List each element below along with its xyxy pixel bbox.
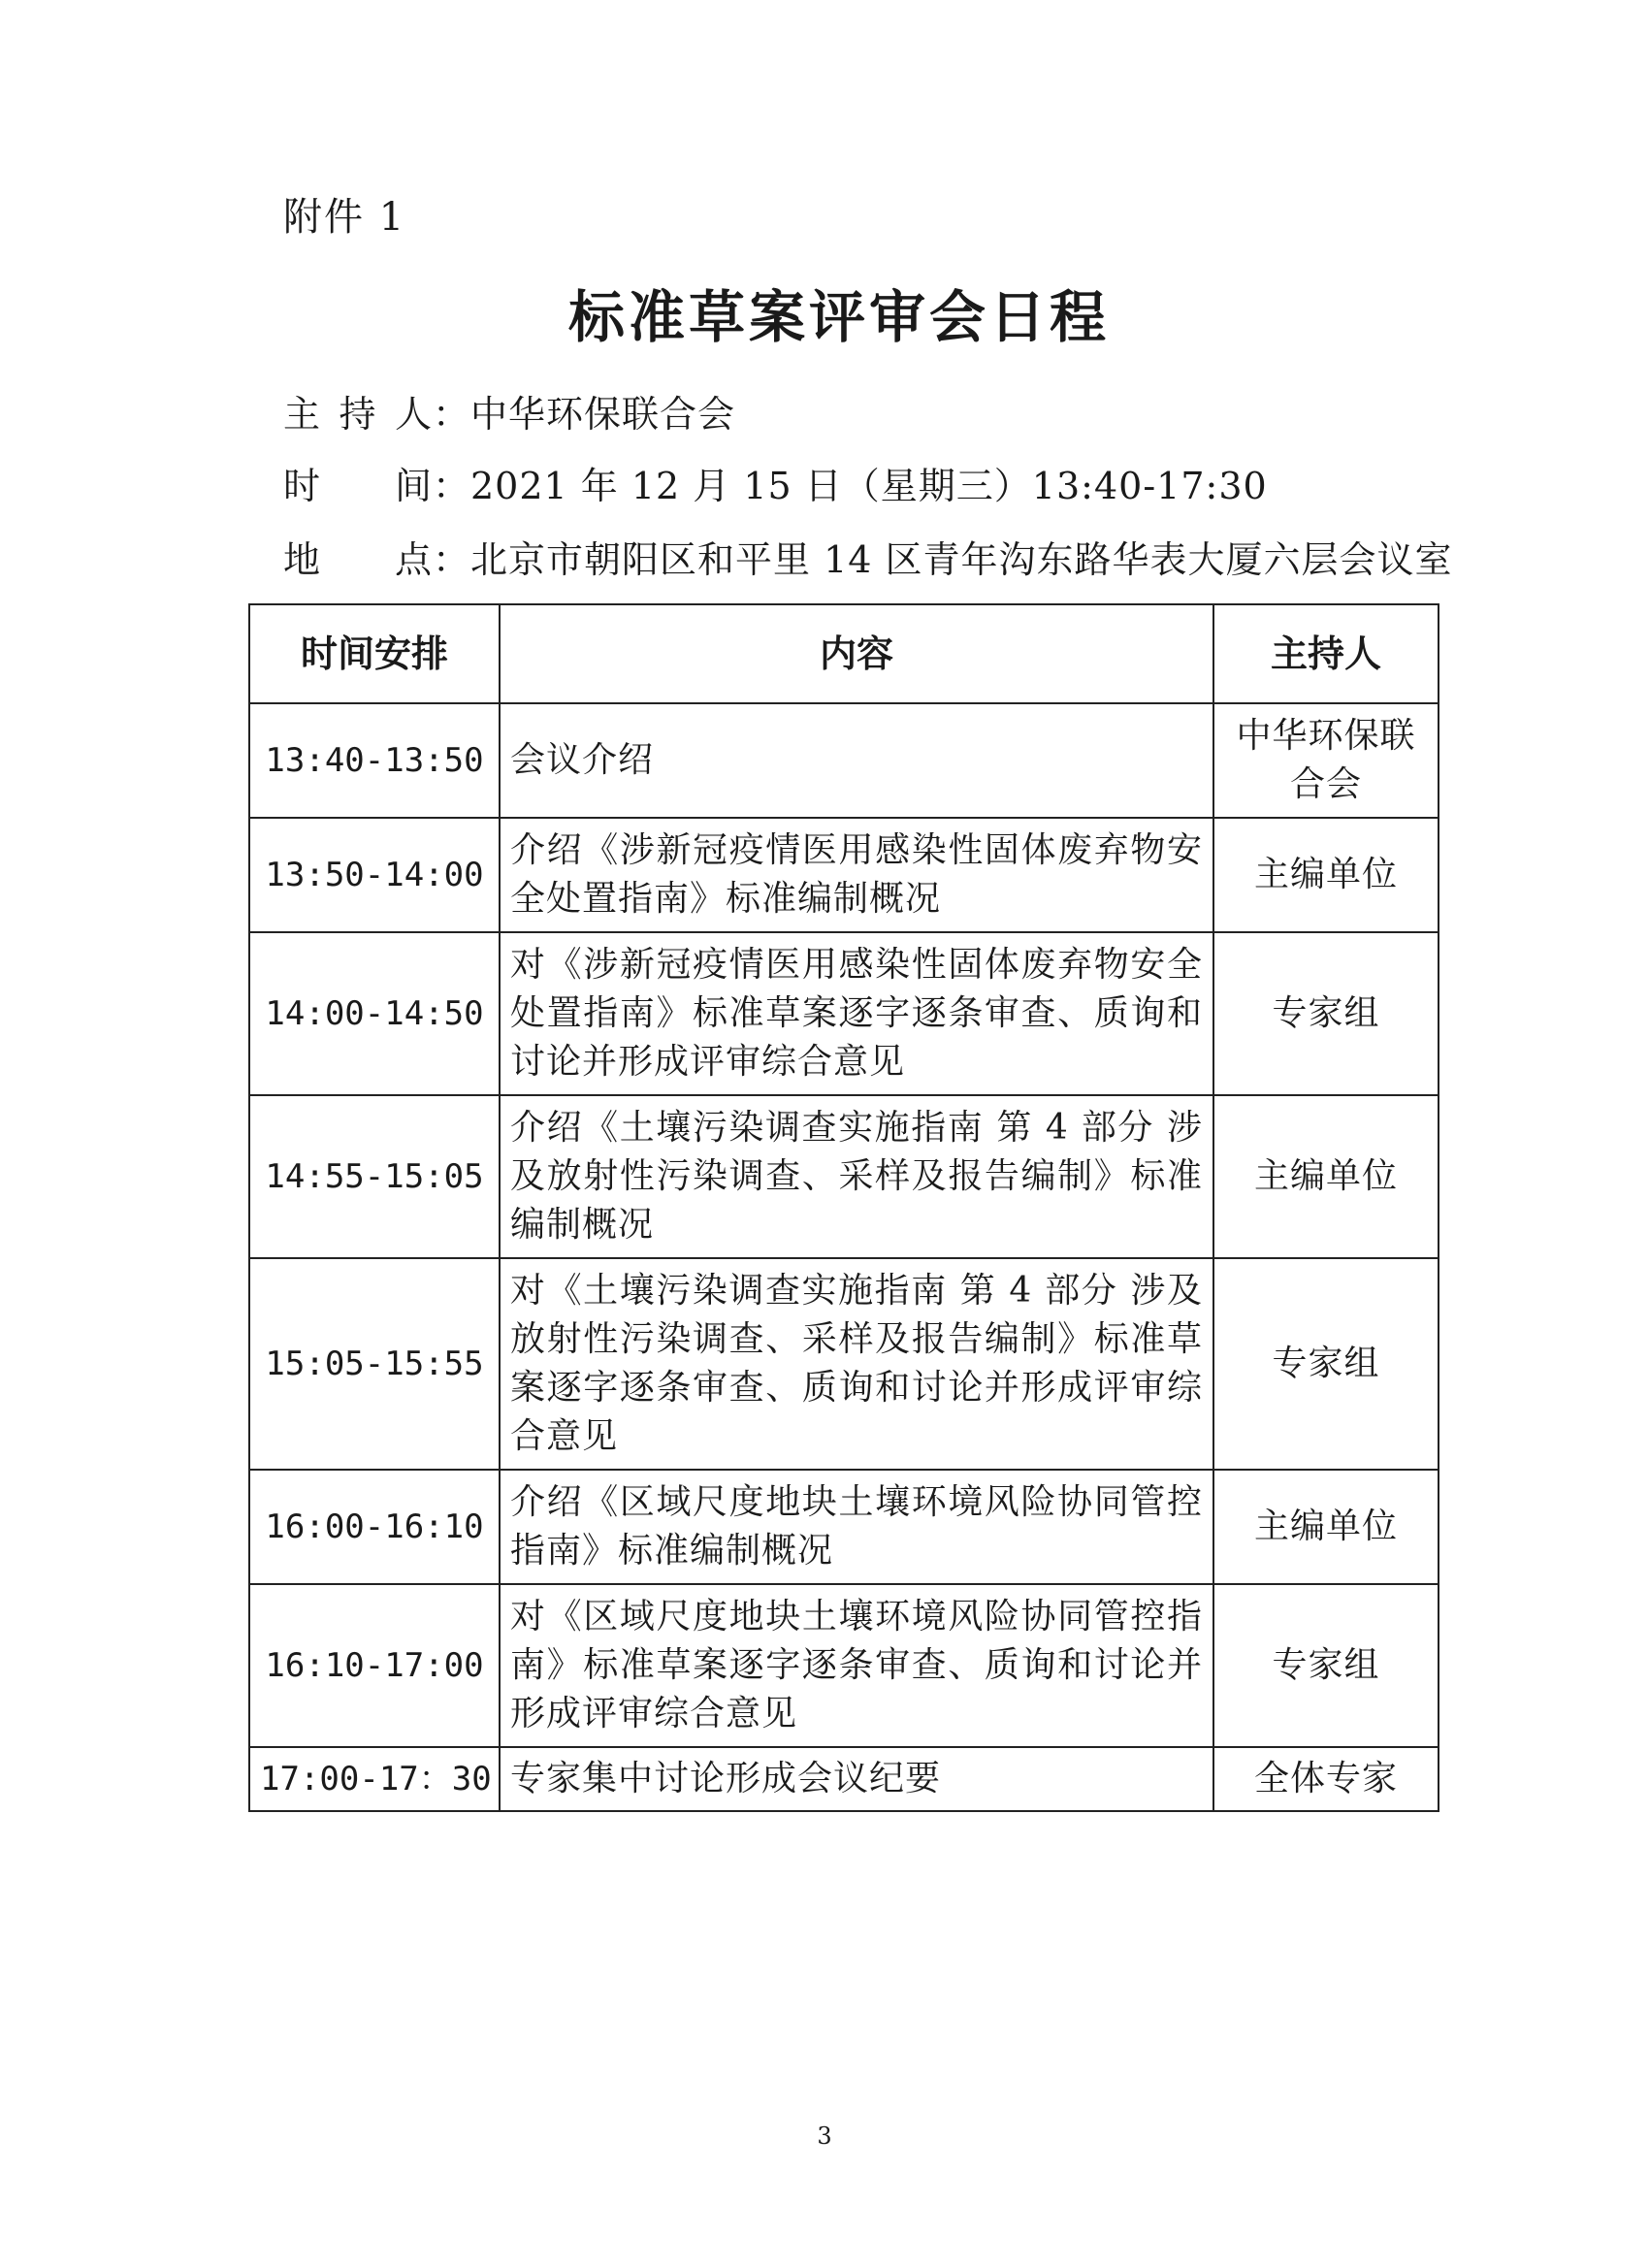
header-content: 内容 bbox=[500, 604, 1213, 703]
row-content: 对《区域尺度地块土壤环境风险协同管控指南》标准草案逐字逐条审查、质询和讨论并形成评审综合意见 bbox=[500, 1584, 1213, 1747]
table-row bbox=[249, 1095, 1439, 1258]
row-content: 介绍《土壤污染调查实施指南 第 4 部分 涉及放射性污染调查、采样及报告编制》标准编制概况 bbox=[500, 1095, 1213, 1258]
row-time: 16:10-17:00 bbox=[249, 1584, 500, 1747]
table-header-row bbox=[249, 604, 1439, 703]
meta-time-line bbox=[283, 456, 1268, 509]
meta-place-line bbox=[283, 530, 1453, 583]
row-time: 17:00-17：30 bbox=[249, 1747, 500, 1811]
meta-time-value: ：2021 年 12 月 15 日（星期三）13:40-17:30 bbox=[433, 465, 1268, 507]
row-time: 15:05-15:55 bbox=[249, 1258, 500, 1470]
row-time: 13:40-13:50 bbox=[249, 703, 500, 818]
page-title: 标准草案评审会日程 bbox=[567, 284, 1110, 350]
row-content: 专家集中讨论形成会议纪要 bbox=[500, 1747, 1213, 1811]
row-host: 主编单位 bbox=[1213, 1470, 1439, 1584]
attachment-label: 附件 1 bbox=[283, 195, 406, 240]
row-host: 专家组 bbox=[1213, 1584, 1439, 1747]
row-content: 介绍《区域尺度地块土壤环境风险协同管控指南》标准编制概况 bbox=[500, 1470, 1213, 1584]
page-number: 3 bbox=[817, 2122, 832, 2150]
row-time: 14:00-14:50 bbox=[249, 932, 500, 1095]
table-row bbox=[249, 1584, 1439, 1747]
row-time: 13:50-14:00 bbox=[249, 818, 500, 932]
row-host: 专家组 bbox=[1213, 932, 1439, 1095]
row-content: 会议介绍 bbox=[500, 703, 1213, 818]
row-time: 14:55-15:05 bbox=[249, 1095, 500, 1258]
table-row bbox=[249, 1258, 1439, 1470]
row-content: 对《涉新冠疫情医用感染性固体废弃物安全处置指南》标准草案逐字逐条审查、质询和讨论并形成评审综合意见 bbox=[500, 932, 1213, 1095]
row-host: 主编单位 bbox=[1213, 818, 1439, 932]
meta-place-label: 地 点 bbox=[283, 538, 433, 581]
row-content: 对《土壤污染调查实施指南 第 4 部分 涉及放射性污染调查、采样及报告编制》标准草案逐字逐条审查、质询和讨论并形成评审综合意见 bbox=[500, 1258, 1213, 1470]
table-row bbox=[249, 1747, 1439, 1811]
table-row bbox=[249, 818, 1439, 932]
row-time: 16:00-16:10 bbox=[249, 1470, 500, 1584]
schedule-table bbox=[248, 603, 1439, 1812]
meta-host-label: 主持人 bbox=[283, 393, 433, 436]
header-host: 主持人 bbox=[1213, 604, 1439, 703]
meta-time-label: 时 间 bbox=[283, 465, 433, 507]
header-time: 时间安排 bbox=[249, 604, 500, 703]
meta-host-line bbox=[283, 384, 735, 437]
row-host: 全体专家 bbox=[1213, 1747, 1439, 1811]
table-row bbox=[249, 703, 1439, 818]
row-host: 中华环保联合会 bbox=[1213, 703, 1439, 818]
meta-host-value: ：中华环保联合会 bbox=[433, 393, 736, 436]
row-host: 专家组 bbox=[1213, 1258, 1439, 1470]
table-row bbox=[249, 932, 1439, 1095]
table-row bbox=[249, 1470, 1439, 1584]
row-content: 介绍《涉新冠疫情医用感染性固体废弃物安全处置指南》标准编制概况 bbox=[500, 818, 1213, 932]
meta-place-value: ：北京市朝阳区和平里 14 区青年沟东路华表大厦六层会议室 bbox=[433, 538, 1453, 581]
row-host: 主编单位 bbox=[1213, 1095, 1439, 1258]
